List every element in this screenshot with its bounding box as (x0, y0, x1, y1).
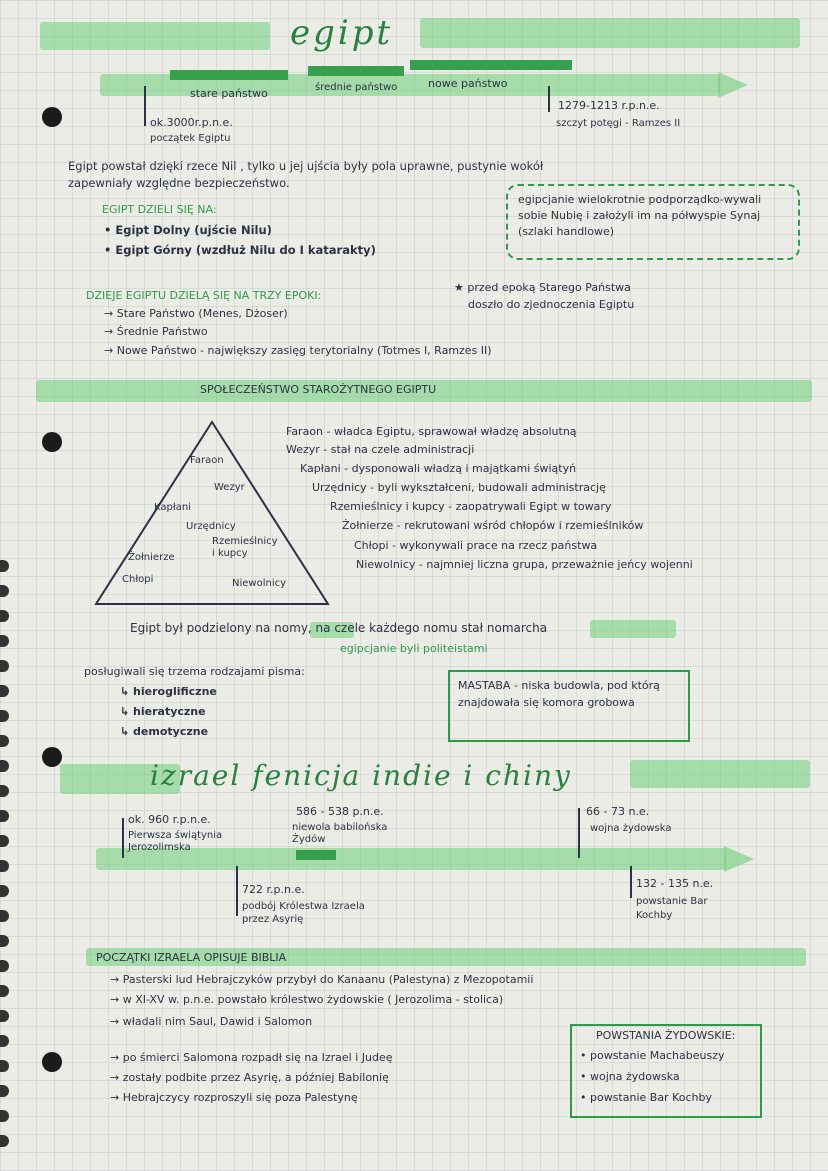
event-586-date: 586 - 538 p.n.e. (296, 805, 384, 818)
bible-point-1: → Pasterski lud Hebrajczyków przybył do Kanaanu (Palestyna) z Mezopotamii (110, 973, 534, 986)
period-bar-old (170, 70, 288, 80)
period-bar-middle (308, 66, 404, 76)
pyramid-wezyr: Wezyr (214, 482, 245, 493)
start-label: początek Egiptu (150, 133, 231, 144)
bible-point-6: → Hebrajczycy rozproszyli się poza Palestynę (110, 1091, 358, 1104)
division-heading: EGIPT DZIELI SIĘ NA: (102, 203, 217, 216)
event-marker-722 (236, 866, 238, 916)
epoch-old: → Stare Państwo (Menes, Dżoser) (104, 307, 288, 320)
event-586-label: niewola babilońska Żydów (292, 822, 388, 845)
period-middle-label: średnie państwo (315, 82, 398, 93)
event-132-label: powstanie Bar Kochby (636, 896, 708, 921)
event-132-date: 132 - 135 n.e. (636, 877, 714, 890)
role-urzednicy: Urzędnicy - byli wykształceni, budowali administrację (312, 481, 606, 494)
punch-hole (42, 747, 62, 767)
pyramid-zolnierze: Żołnierze (128, 552, 175, 563)
peak-label: szczyt potęgi - Ramzes II (556, 118, 681, 129)
pyramid-rzemieslnicy: Rzemieślnicy i kupcy (212, 536, 278, 559)
unification-note-line-1: ★ przed epoką Starego Państwa (454, 281, 631, 294)
uprising-2: • wojna żydowska (580, 1070, 680, 1083)
bible-point-3: → władali nim Saul, Dawid i Salomon (110, 1015, 313, 1028)
start-date: ok.3000r.p.n.e. (150, 116, 233, 129)
unification-note-line-2: doszło do zjednoczenia Egiptu (468, 298, 635, 311)
timeline-marker-start (144, 86, 146, 126)
society-heading: SPOŁECZEŃSTWO STAROŻYTNEGO EGIPTU (200, 383, 437, 396)
role-faraon: Faraon - władca Egiptu, sprawował władzę absolutną (286, 425, 577, 438)
uprisings-heading: POWSTANIA ŻYDOWSKIE: (596, 1029, 736, 1042)
event-marker-66 (578, 808, 580, 858)
intro-line-2: zapewniały względne bezpieczeństwo. (68, 176, 290, 190)
role-niewolnicy: Niewolnicy - najmniej liczna grupa, przeważnie jeńcy wojenni (356, 558, 693, 571)
script-demotic: ↳ demotyczne (120, 725, 209, 738)
nubia-note: egipcjanie wielokrotnie podporządko-wywali sobie Nubię i założyli im na półwyspie Synaj (szlaki handlowe) (518, 193, 762, 238)
event-66-label: wojna żydowska (590, 823, 672, 834)
period-bar-new (410, 60, 572, 70)
title-highlight (40, 22, 270, 50)
role-chlopi: Chłopi - wykonywali prace na rzecz państwa (354, 539, 598, 552)
event-722-label: podbój Królestwa Izraela przez Asyrię (242, 901, 365, 925)
role-wezyr: Wezyr - stał na czele administracji (286, 443, 475, 456)
timeline-arrowhead (718, 72, 748, 98)
bible-point-2: → w XI-XV w. p.n.e. powstało królestwo żydowskie ( Jerozolima - stolica) (110, 993, 504, 1006)
event-marker-960 (122, 818, 124, 858)
bible-point-5: → zostały podbite przez Asyrię, a później Babilonię (110, 1071, 389, 1084)
intro-line-1: Egipt powstał dzięki rzece Nil , tylko u jej ujścia były pola uprawne, pustynie wokół (68, 159, 544, 173)
event-722-date: 722 r.p.n.e. (242, 883, 305, 896)
punch-hole (42, 1052, 62, 1072)
event-586-bar (296, 850, 336, 860)
role-kaplani: Kapłani - dysponowali władzą i majątkami świątyń (300, 462, 577, 475)
peak-date: 1279-1213 r.p.n.e. (558, 99, 660, 112)
pyramid-niewolnicy: Niewolnicy (232, 578, 287, 589)
punch-hole (42, 432, 62, 452)
pyramid-urzednicy: Urzędnicy (186, 521, 236, 532)
event-66-date: 66 - 73 n.e. (586, 805, 650, 818)
role-zolnierze: Żołnierze - rekrutowani wśród chłopów i rzemieślników (342, 519, 644, 532)
bible-point-4: → po śmierci Salomona rozpadł się na Izrael i Judeę (110, 1051, 393, 1064)
period-new-label: nowe państwo (428, 77, 508, 90)
punch-hole (42, 107, 62, 127)
event-960-date: ok. 960 r.p.n.e. (128, 813, 211, 826)
nomarcha-highlight (590, 620, 676, 638)
event-960-label: Pierwsza świątynia Jerozolimska (128, 830, 223, 853)
pyramid-chlopi: Chłopi (122, 574, 154, 585)
israel-timeline-arrowhead (724, 846, 754, 872)
mastaba-note: MASTABA - niska budowla, pod którą znajdowała się komora grobowa (458, 679, 660, 709)
page-title: egipt (290, 13, 394, 53)
scripts-heading: posługiwali się trzema rodzajami pisma: (84, 665, 305, 678)
uprising-3: • powstanie Bar Kochby (580, 1091, 712, 1104)
division-item-lower: • Egipt Dolny (ujście Nilu) (104, 223, 272, 237)
title-highlight (420, 18, 800, 48)
script-hieratic: ↳ hieratyczne (120, 705, 206, 718)
epochs-heading: DZIEJE EGIPTU DZIELĄ SIĘ NA TRZY EPOKI: (86, 289, 322, 302)
epoch-new: → Nowe Państwo - największy zasięg terytorialny (Totmes I, Ramzes II) (104, 344, 492, 357)
event-marker-132 (630, 866, 632, 898)
script-hieroglyphic: ↳ hieroglificzne (120, 685, 217, 698)
israel-title: izrael fenicja indie i chiny (150, 759, 572, 792)
polytheism-line: egipcjanie byli politeistami (340, 642, 488, 655)
period-old-label: stare państwo (190, 87, 268, 100)
pyramid-faraon: Faraon (190, 455, 224, 466)
epoch-middle: → Średnie Państwo (104, 325, 208, 338)
nomes-line: Egipt był podzielony na nomy, na czele każdego nomu stał nomarcha (130, 621, 548, 635)
division-item-upper: • Egipt Górny (wzdłuż Nilu do I katarakty) (104, 243, 376, 257)
timeline-marker-peak (548, 86, 550, 112)
uprising-1: • powstanie Machabeuszy (580, 1049, 725, 1062)
israel-title-highlight (630, 760, 810, 788)
pyramid-kaplani: Kapłani (154, 502, 191, 513)
bible-heading: POCZĄTKI IZRAELA OPISUJE BIBLIA (96, 951, 287, 964)
role-rzemieslnicy: Rzemieślnicy i kupcy - zaopatrywali Egipt w towary (330, 500, 612, 513)
